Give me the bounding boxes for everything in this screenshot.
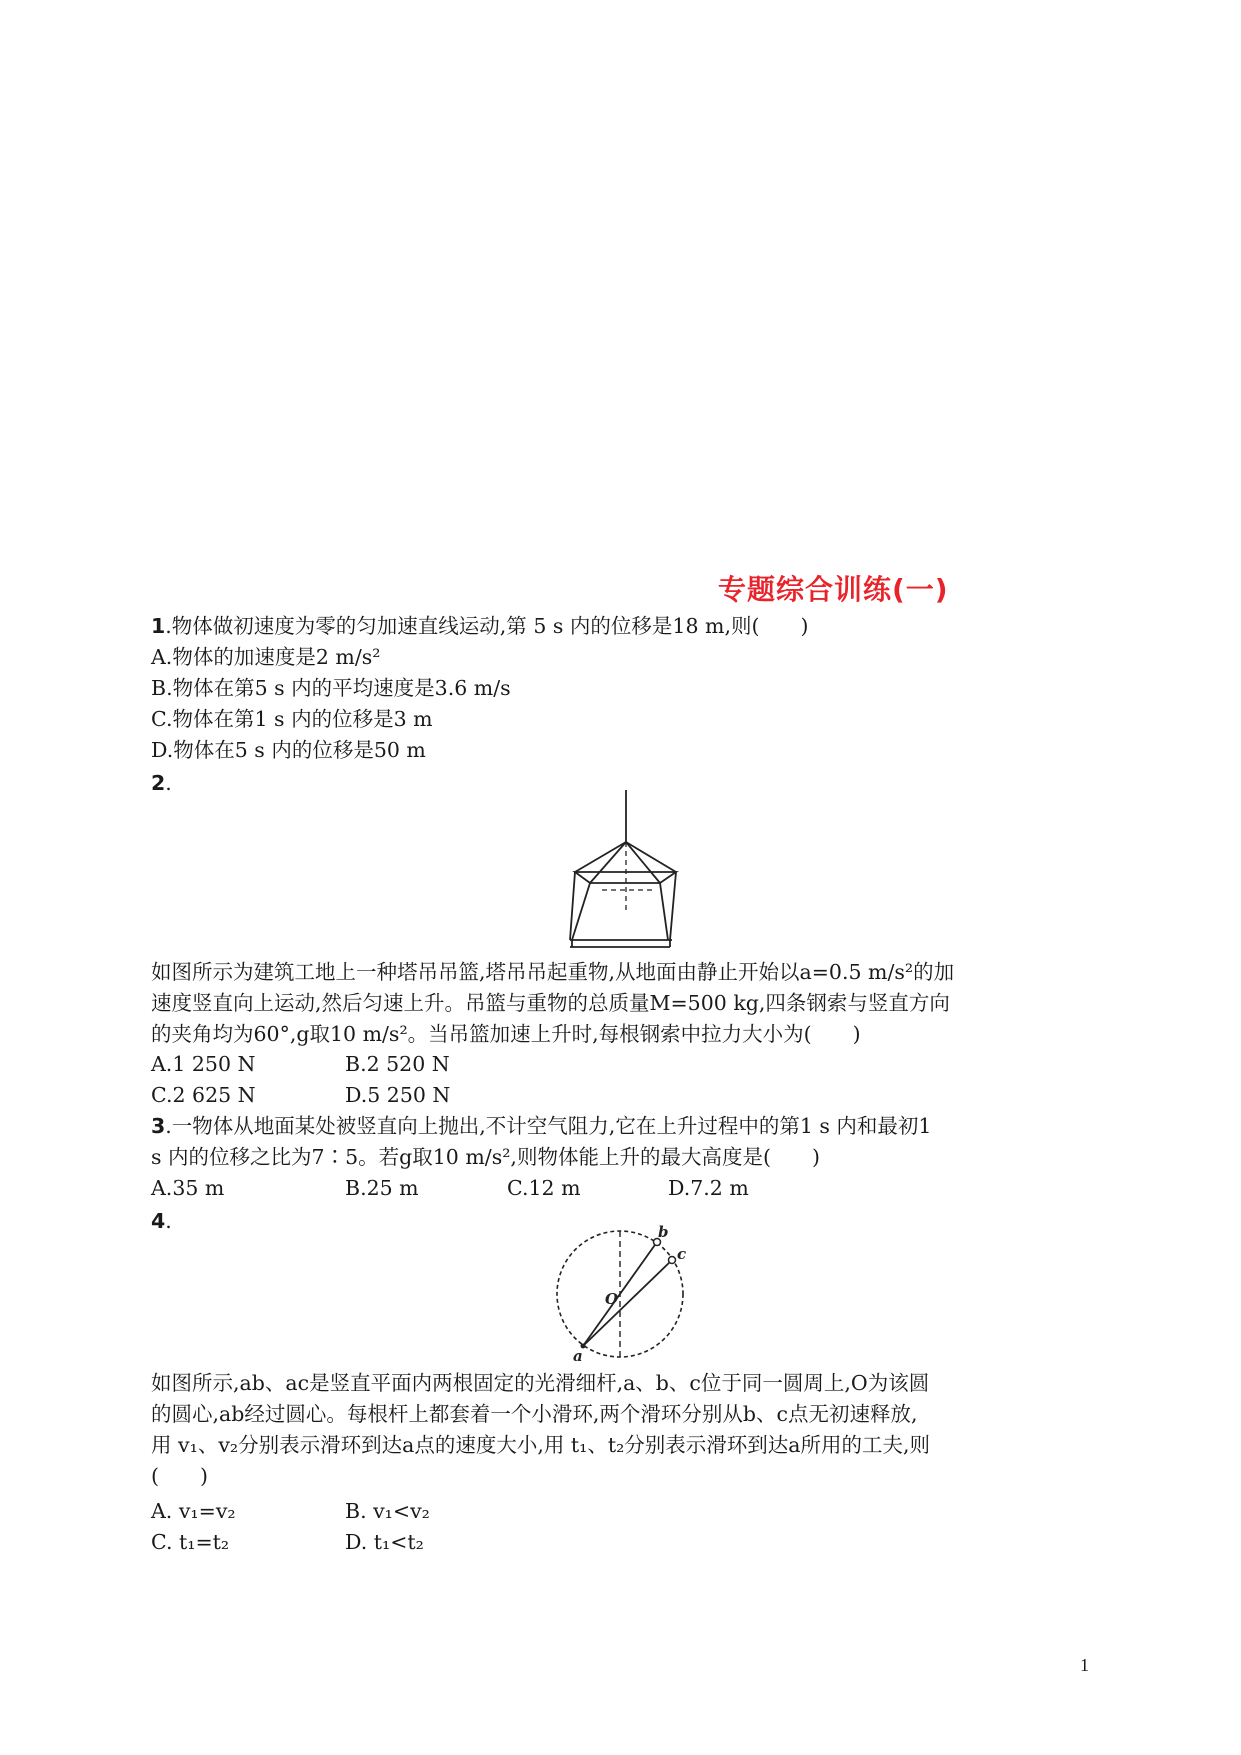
q2-option-c: C.2 625 N: [151, 1083, 256, 1107]
q4-stem-line-4: ( ): [151, 1464, 208, 1488]
q2-option-b: B.2 520 N: [345, 1052, 450, 1076]
q4-number: 4: [151, 1209, 166, 1233]
q4-option-d: D. t₁<t₂: [345, 1530, 424, 1554]
q1-option-c: C.物体在第1 s 内的位移是3 m: [151, 707, 433, 731]
q1-option-b: B.物体在第5 s 内的平均速度是3.6 m/s: [151, 676, 511, 700]
q1-number: 1: [151, 614, 166, 638]
page-title: 专题综合训练(一): [718, 573, 949, 606]
q3-number: 3: [151, 1114, 166, 1138]
q3-stem-line-2: s 内的位移之比为7∶5。若g取10 m/s²,则物体能上升的最大高度是( ): [151, 1145, 820, 1169]
q4-option-b: B. v₁<v₂: [345, 1499, 430, 1523]
q1-stem-text: .物体做初速度为零的匀加速直线运动,第 5 s 内的位移是18 m,则( ): [165, 614, 809, 638]
q4-dot: .: [165, 1209, 172, 1233]
q2-stem-line-3: 的夹角均为60°,g取10 m/s²。当吊篮加速上升时,每根钢索中拉力大小为( ): [151, 1022, 861, 1046]
q2-stem-line-2: 速度竖直向上运动,然后匀速上升。吊篮与重物的总质量M=500 kg,四条钢索与竖直方向: [151, 991, 950, 1015]
q4-option-a: A. v₁=v₂: [151, 1499, 236, 1523]
q2-dot: .: [165, 771, 172, 795]
tower-crane-basket-figure: [560, 790, 690, 952]
q2-option-a: A.1 250 N: [151, 1052, 256, 1076]
q3-option-c: C.12 m: [507, 1176, 581, 1200]
label-a: a: [573, 1347, 583, 1365]
q4-stem-line-3: 用 v₁、v₂分别表示滑环到达a点的速度大小,用 t₁、t₂分别表示滑环到达a所用的工夫,则: [151, 1433, 931, 1457]
q4-stem-line-1: 如图所示,ab、ac是竖直平面内两根固定的光滑细杆,a、b、c位于同一圆周上,O为该圆: [151, 1371, 930, 1395]
q4-number-line: [151, 1207, 172, 1235]
label-o: O: [605, 1290, 619, 1308]
q2-option-d: D.5 250 N: [345, 1083, 451, 1107]
q2-number-line: [151, 769, 172, 797]
q3-stem-text-1: .一物体从地面某处被竖直向上抛出,不计空气阻力,它在上升过程中的第1 s 内和最初1: [165, 1114, 932, 1138]
page-number: 1: [1080, 1655, 1089, 1675]
q1-option-a: A.物体的加速度是2 m/s²: [151, 645, 381, 669]
circle-rods-figure: [545, 1225, 700, 1365]
q4-stem-line-2: 的圆心,ab经过圆心。每根杆上都套着一个小滑环,两个滑环分别从b、c点无初速释放,: [151, 1402, 918, 1426]
q3-option-a: A.35 m: [151, 1176, 225, 1200]
label-b: b: [658, 1225, 669, 1241]
label-c: c: [677, 1245, 687, 1263]
q3-option-d: D.7.2 m: [668, 1176, 749, 1200]
q1-option-d: D.物体在5 s 内的位移是50 m: [151, 738, 426, 762]
q2-number: 2: [151, 771, 166, 795]
q3-option-b: B.25 m: [345, 1176, 419, 1200]
q1-stem: [151, 612, 808, 640]
q2-stem-line-1: 如图所示为建筑工地上一种塔吊吊篮,塔吊吊起重物,从地面由静止开始以a=0.5 m/s²的加: [151, 960, 955, 984]
q3-stem-line-1: [151, 1112, 931, 1140]
q4-option-c: C. t₁=t₂: [151, 1530, 230, 1554]
